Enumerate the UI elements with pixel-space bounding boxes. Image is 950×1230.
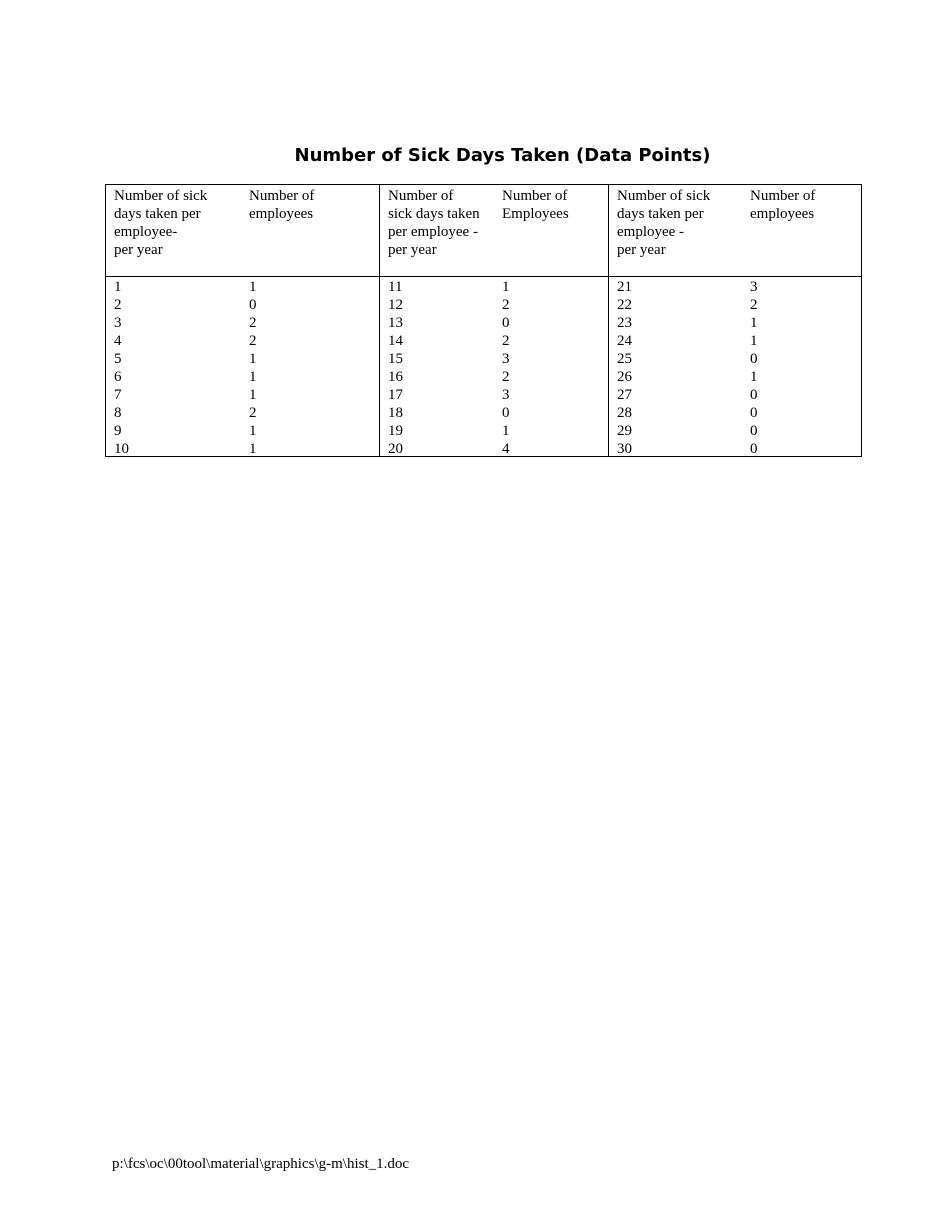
days-column-1	[114, 278, 129, 458]
table-cell: 22	[617, 297, 632, 313]
table-cell: 2	[502, 333, 510, 349]
table-cell: 9	[114, 423, 122, 439]
table-cell: 1	[114, 279, 122, 295]
table-cell: 1	[249, 369, 257, 385]
table-cell: 1	[249, 423, 257, 439]
table-cell: 2	[750, 297, 758, 313]
table-cell: 2	[502, 297, 510, 313]
table-cell: 0	[249, 297, 257, 313]
table-cell: 1	[249, 279, 257, 295]
table-cell: 28	[617, 405, 632, 421]
table-cell: 15	[388, 351, 403, 367]
employees-column-2	[502, 278, 510, 458]
table-cell: 3	[502, 387, 510, 403]
table-cell: 0	[750, 387, 758, 403]
days-column-3	[617, 278, 632, 458]
table-cell: 24	[617, 333, 632, 349]
header-sick-days-1: Number of sick days taken per employee- per year	[114, 188, 208, 258]
table-cell: 0	[750, 351, 758, 367]
table-cell: 13	[388, 315, 403, 331]
table-cell: 23	[617, 315, 632, 331]
table-cell: 0	[750, 405, 758, 421]
table-cell: 4	[114, 333, 122, 349]
table-cell: 26	[617, 369, 632, 385]
table-cell: 1	[249, 387, 257, 403]
table-cell: 3	[502, 351, 510, 367]
header-sick-days-3: Number of sick days taken per employee - per year	[617, 188, 711, 258]
column-divider	[608, 185, 609, 456]
table-cell: 1	[750, 333, 758, 349]
employees-column-3	[750, 278, 758, 458]
table-cell: 10	[114, 441, 129, 457]
table-cell: 7	[114, 387, 122, 403]
header-employees-1: Number of employees	[249, 188, 315, 222]
header-employees-3: Number of employees	[750, 188, 816, 222]
sick-days-table	[105, 184, 862, 457]
table-cell: 30	[617, 441, 632, 457]
table-cell: 27	[617, 387, 632, 403]
table-cell: 4	[502, 441, 510, 457]
table-cell: 1	[249, 441, 257, 457]
table-cell: 12	[388, 297, 403, 313]
table-cell: 0	[750, 441, 758, 457]
table-cell: 20	[388, 441, 403, 457]
table-cell: 19	[388, 423, 403, 439]
table-cell: 1	[502, 279, 510, 295]
table-cell: 25	[617, 351, 632, 367]
header-employees-2: Number of Employees	[502, 188, 569, 222]
table-cell: 0	[502, 315, 510, 331]
table-cell: 0	[750, 423, 758, 439]
table-cell: 2	[249, 333, 257, 349]
table-cell: 11	[388, 279, 403, 295]
days-column-2	[388, 278, 403, 458]
column-divider	[379, 185, 380, 456]
table-cell: 18	[388, 405, 403, 421]
table-cell: 2	[249, 315, 257, 331]
table-cell: 1	[502, 423, 510, 439]
table-cell: 1	[750, 369, 758, 385]
table-cell: 8	[114, 405, 122, 421]
table-cell: 1	[750, 315, 758, 331]
header-sick-days-2: Number of sick days taken per employee - per year	[388, 188, 480, 258]
table-cell: 0	[502, 405, 510, 421]
table-cell: 2	[502, 369, 510, 385]
table-cell: 16	[388, 369, 403, 385]
table-cell: 14	[388, 333, 403, 349]
table-cell: 29	[617, 423, 632, 439]
table-cell: 2	[249, 405, 257, 421]
table-cell: 17	[388, 387, 403, 403]
table-cell: 1	[249, 351, 257, 367]
table-cell: 2	[114, 297, 122, 313]
table-cell: 21	[617, 279, 632, 295]
file-path-footer: p:\fcs\oc\00tool\material\graphics\g-m\hist_1.doc	[112, 1156, 410, 1172]
header-divider	[106, 276, 861, 277]
table-cell: 3	[114, 315, 122, 331]
table-cell: 6	[114, 369, 122, 385]
employees-column-1	[249, 278, 257, 458]
table-cell: 5	[114, 351, 122, 367]
page-title: Number of Sick Days Taken (Data Points)	[294, 145, 711, 166]
table-cell: 3	[750, 279, 758, 295]
